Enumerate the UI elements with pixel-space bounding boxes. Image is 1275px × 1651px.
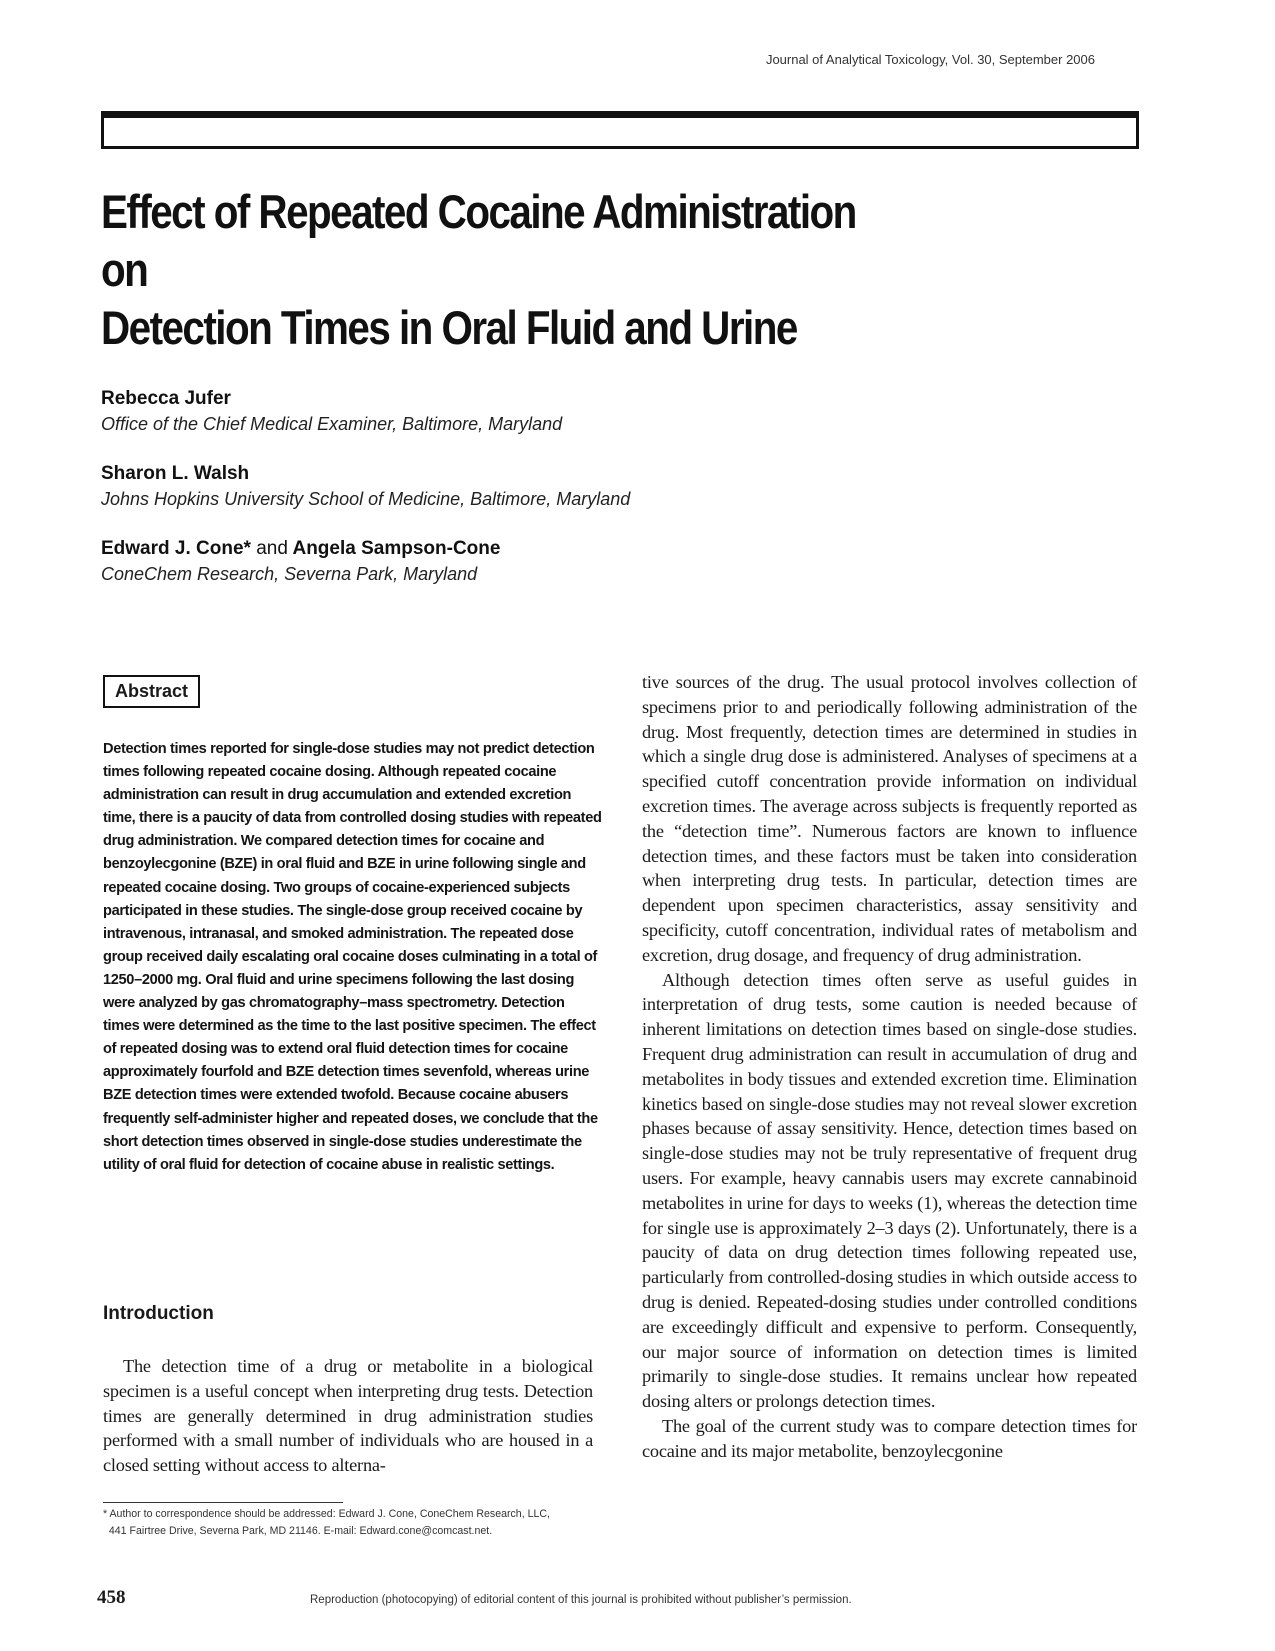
- author-block: [101, 536, 630, 586]
- correspondence-footnote: [103, 1506, 603, 1540]
- author-name: Edward J. Cone*: [101, 538, 251, 559]
- right-column: [642, 670, 1137, 1464]
- introduction-heading: Introduction: [103, 1303, 214, 1324]
- author-list: [101, 386, 630, 611]
- footnote-divider: [103, 1502, 343, 1503]
- author-name-2: Angela Sampson-Cone: [292, 538, 501, 559]
- author-name: Rebecca Jufer: [101, 388, 231, 409]
- author-name-line: [101, 536, 630, 562]
- author-affiliation: ConeChem Research, Severna Park, Maryland: [101, 564, 478, 584]
- introduction-paragraph-1: The detection time of a drug or metabolite in a biological specimen is a useful concept when interpreting drug tests. Detection times are generally determined in drug administration studies performed with a small number of individuals who are housed in a closed setting without access to alterna-: [103, 1356, 593, 1476]
- page-number: 458: [97, 1587, 126, 1608]
- introduction-paragraph-3: The goal of the current study was to compare detection times for cocaine and its major metabolite, benzoylecgonine: [642, 1415, 1137, 1461]
- introduction-paragraph-2: Although detection times often serve as useful guides in interpretation of drug tests, some caution is needed because of inherent limitations on detection times based on single-dose studies. Frequent drug administration can result in accumulation of drug and metabolites in body tissues and extended excretion time. Elimination kinetics based on single-dose studies may not reveal slower excretion phases because of assay sensitivity. Hence, detection times based on single-dose studies may not be truly representative of frequent drug users. For example, heavy cannabis users may excrete cannabinoid metabolites in urine for days to weeks (1), whereas the detection time for single use is approximately 2–3 days (2). Unfortunately, there is a paucity of data on drug detection times following repeated use, particularly from controlled-dosing studies in which outside access to drug is denied. Repeated-dosing studies under controlled conditions are exceedingly difficult and expensive to perform. Consequently, our major source of information on detection times is limited primarily to single-dose studies. It remains unclear how repeated dosing alters or prolongs detection times.: [642, 969, 1137, 1412]
- abstract-text: Detection times reported for single-dose studies may not predict detection times following repeated cocaine dosing. Although repeated cocaine administration can result in drug accumulation and extended excretion time, there is a paucity of data from controlled dosing studies with repeated drug administration. We compared detection times for cocaine and benzoylecgonine (BZE) in oral fluid and BZE in urine following single and repeated cocaine dosing. Two groups of cocaine-experienced subjects participated in these studies. The single-dose group received cocaine by intravenous, intranasal, and smoked administration. The repeated dose group received daily escalating oral cocaine doses culminating in a total of 1250–2000 mg. Oral fluid and urine specimens following the last dosing were analyzed by gas chromatography–mass spectrometry. Detection times were determined as the time to the last positive specimen. The effect of repeated dosing was to extend oral fluid detection times for cocaine approximately fourfold and BZE detection times sevenfold, whereas urine BZE detection times were extended twofold. Because cocaine abusers frequently self-administer higher and repeated doses, we conclude that the short detection times observed in single-dose studies underestimate the utility of oral fluid for detection of cocaine abuse in realistic settings.: [103, 741, 602, 1173]
- title-rule-box: [101, 111, 1139, 149]
- author-block: [101, 386, 630, 436]
- abstract-label: Abstract: [103, 675, 200, 708]
- reproduction-notice: Reproduction (photocopying) of editorial content of this journal is prohibited without publisher’s permission.: [310, 1594, 852, 1606]
- title-line-2: Detection Times in Oral Fluid and Urine: [101, 301, 797, 354]
- footnote-line-1: * Author to correspondence should be addressed: Edward J. Cone, ConeChem Research, LLC,: [103, 1508, 550, 1520]
- title-line-1: Effect of Repeated Cocaine Administration on: [101, 185, 856, 296]
- footnote-line-2: 441 Fairtree Drive, Severna Park, MD 21146. E-mail: Edward.cone@comcast.net.: [108, 1525, 493, 1537]
- author-affiliation: Office of the Chief Medical Examiner, Baltimore, Maryland: [101, 414, 563, 434]
- author-affiliation: Johns Hopkins University School of Medicine, Baltimore, Maryland: [101, 489, 631, 509]
- author-name: Sharon L. Walsh: [101, 463, 250, 484]
- introduction-paragraph-1-cont: tive sources of the drug. The usual protocol involves collection of specimens prior to and periodically following administration of the drug. Most frequently, detection times are determined in studies in which a single drug dose is administered. Analyses of specimens at a specified cutoff concentration provide information on individual excretion times. The average across subjects is frequently reported as the “detection time”. Numerous factors are known to influence detection times, and these factors must be taken into consideration when interpreting drug tests. In particular, detection times are dependent upon specimen characteristics, assay sensitivity and specificity, cutoff concentration, individual rates of metabolism and excretion, drug dosage, and frequency of drug administration.: [642, 672, 1137, 965]
- author-joiner: and: [256, 538, 288, 559]
- author-block: [101, 461, 630, 511]
- article-title: [101, 183, 875, 357]
- journal-header: Journal of Analytical Toxicology, Vol. 30, September 2006: [765, 52, 1095, 67]
